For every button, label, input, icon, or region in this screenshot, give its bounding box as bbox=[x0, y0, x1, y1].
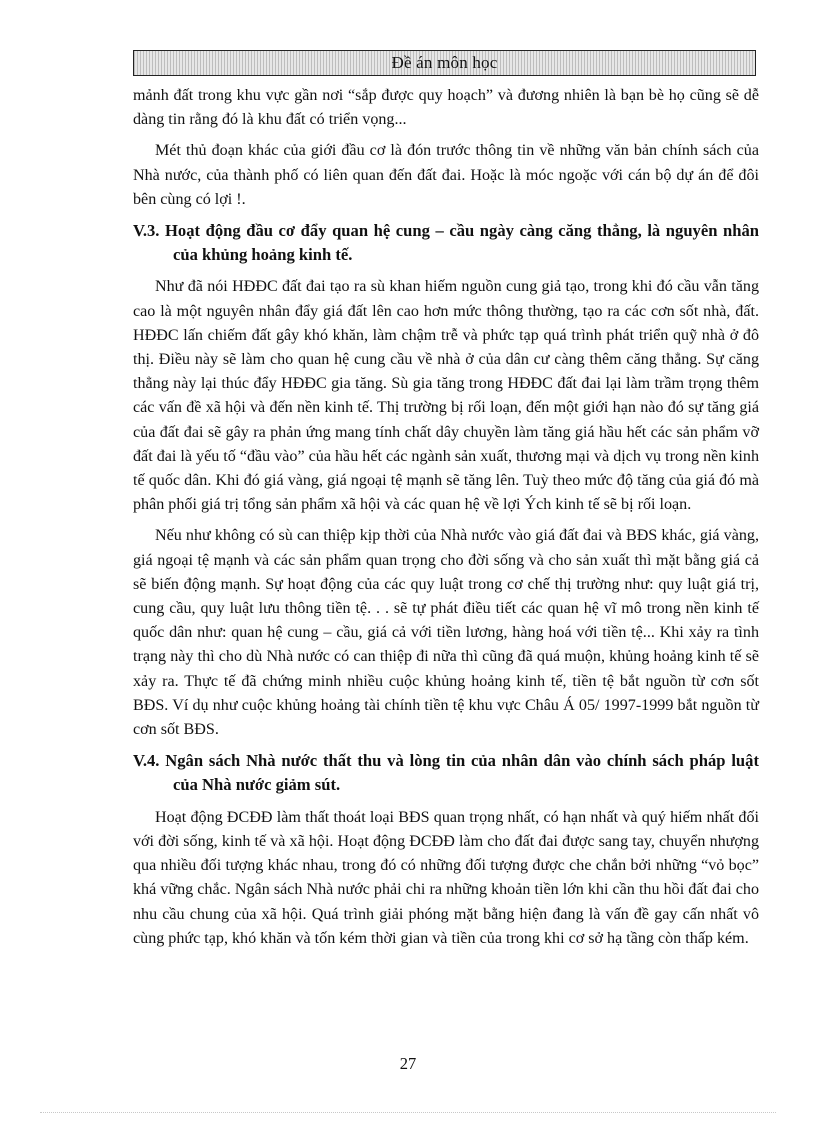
paragraph-budget-loss: Hoạt động ĐCĐĐ làm thất thoát loại BĐS quan trọng nhất, có hạn nhất và quý hiếm nhất đối với đời sống, kinh tế và xã hội. Hoạt động ĐCĐĐ làm cho đất đai được sang tay, chuyển nhượng qua nhiều đối tượng khác nhau, trong đó có những đối tượng được che chắn bởi những “vỏ bọc” khá vững chắc. Ngân sách Nhà nước phải chi ra những khoản tiền lớn khi cần thu hồi đất đai cho nhu cầu chung của xã hội. Quá trình giải phóng mặt bằng hiện đang là vấn đề gay cấn nhất vô cùng phức tạp, khó khăn và tốn kém thời gian và tiền của trong khi cơ sở hạ tầng còn thấp kém. bbox=[133, 808, 759, 947]
bottom-divider bbox=[40, 1112, 776, 1113]
paragraph-continuation: mảnh đất trong khu vực gần nơi “sắp được quy hoạch” và đương nhiên là bạn bè họ cũng sẽ dễ dàng tin rằng đó là khu đất có triển vọng... bbox=[133, 87, 759, 129]
paragraph-speculation-tactics: Mét thủ đoạn khác của giới đầu cơ là đón trước thông tin về những văn bản chính sách của Nhà nước, của thành phố có liên quan đến đất đai. Hoặc là móc ngoặc với cán bộ dự án để đôi bên cùng có lợi !. bbox=[133, 142, 759, 208]
section-heading-v3: V.3. Hoạt động đầu cơ đẩy quan hệ cung – cầu ngày càng căng thẳng, là nguyên nhân của khủng hoảng kinh tế. bbox=[133, 221, 759, 265]
page-header bbox=[133, 50, 756, 76]
header-title: Đề án môn học bbox=[391, 53, 498, 72]
document-body bbox=[133, 84, 759, 958]
page-number: 27 bbox=[399, 1054, 417, 1073]
paragraph-supply-demand: Như đã nói HĐĐC đất đai tạo ra sù khan hiếm nguồn cung giả tạo, trong khi đó cầu vẫn tăng cao là một nguyên nhân đẩy giá đất lên cao hơn mức thông thường, tạo ra các cơn sốt nhà, đất. HĐĐC lấn chiếm đất gây khó khăn, làm chậm trễ và phức tạp quá trình phát triển quỹ nhà ở đô thị. Điều này sẽ làm cho quan hệ cung cầu về nhà ở của dân cư càng thêm căng thẳng. Sự căng thẳng này lại thúc đẩy HĐĐC gia tăng. Sù gia tăng trong HĐĐC đất đai lại làm trầm trọng thêm các vấn đề xã hội và đến nền kinh tế. Thị trường bị rối loạn, đến một giới hạn nào đó sự tăng giá của đất đai sẽ gây ra phản ứng mang tính chất dây chuyền làm tăng giá hầu hết các sản phẩm vỡ đất đai là yếu tố “đầu vào” của hầu hết các ngành sản xuất, thương mại và dịch vụ trong nền kinh tế quốc dân. Khi đó giá vàng, giá ngoại tệ mạnh sẽ tăng lên. Tuỳ theo mức độ tăng của giá đó mà phân phối giá trị tổng sản phẩm xã hội và các quan hệ về lợi Ých kinh tế sẽ bị rối loạn. bbox=[133, 278, 759, 514]
section-heading-v4: V.4. Ngân sách Nhà nước thất thu và lòng tin của nhân dân vào chính sách pháp luật của Nhà nước giảm sút. bbox=[133, 751, 759, 795]
paragraph-state-intervention: Nếu như không có sù can thiệp kịp thời của Nhà nước vào giá đất đai và BĐS khác, giá vàng, giá ngoại tệ mạnh và các sản phẩm quan trọng cho đời sống và cho sản xuất thì mặt bằng giá cả sẽ biến động mạnh. Sự hoạt động của các quy luật trong cơ chế thị trường như: quy luật giá trị, cung cầu, quy luật lưu thông tiền tệ. . . sẽ tự phát điều tiết các quan hệ vĩ mô trong nền kinh tế quốc dân như: quan hệ cung – cầu, giá cả với tiền lương, hàng hoá với tiền tệ... Khi xảy ra tình trạng này thì cho dù Nhà nước có can thiệp đi nữa thì cũng đã quá muộn, khủng hoảng kinh tế sẽ xảy ra. Thực tế đã chứng minh nhiều cuộc khủng hoảng kinh tế, tiền tệ bắt nguồn từ cơn sốt BĐS. Ví dụ như cuộc khủng hoảng tài chính tiền tệ khu vực Châu Á 05/ 1997-1999 bắt nguồn từ cơn sốt BĐS. bbox=[133, 527, 759, 739]
